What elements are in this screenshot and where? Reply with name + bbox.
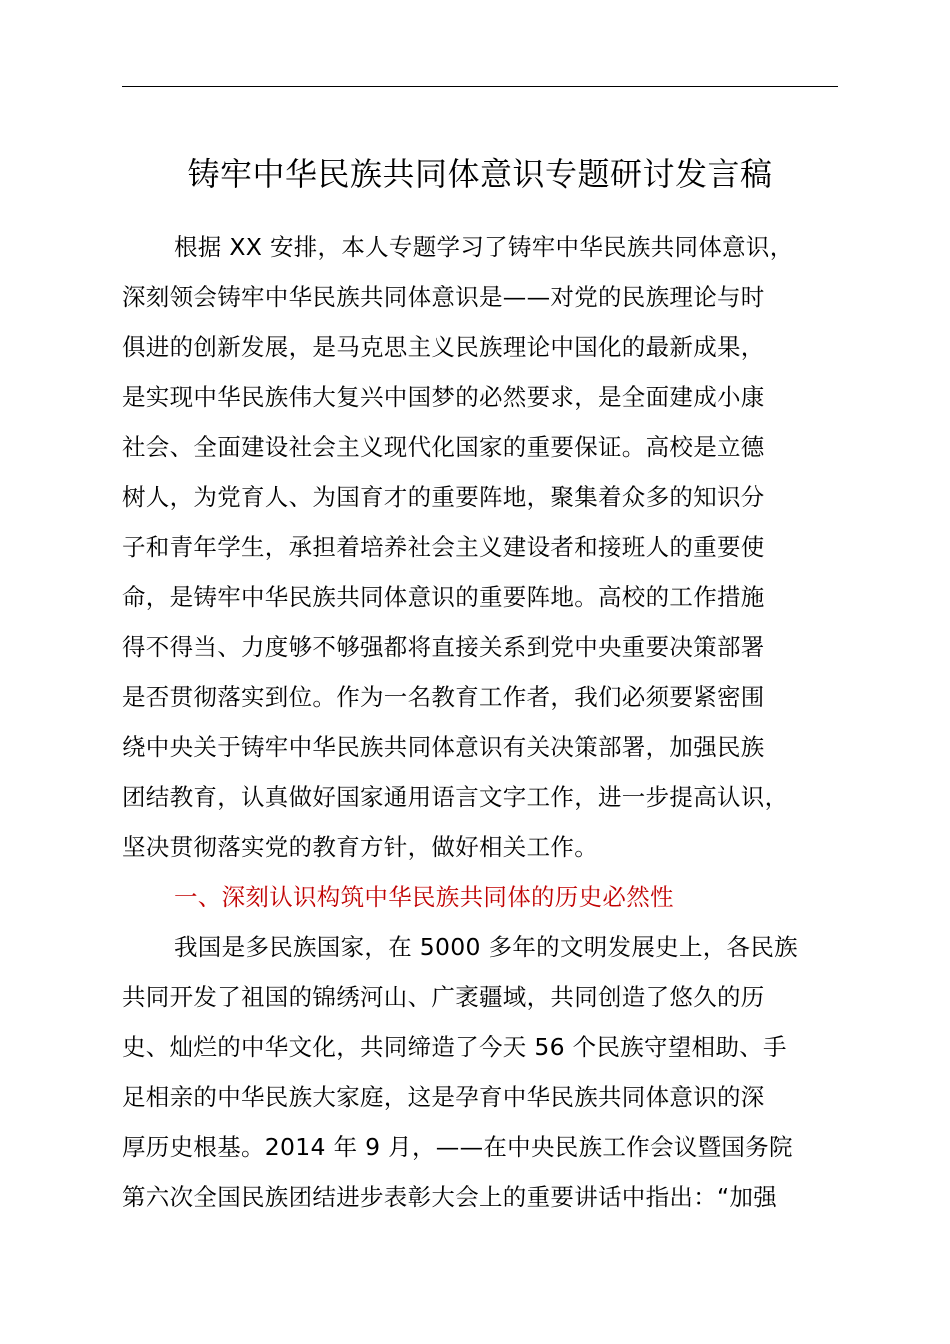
paragraph-line: 厚历史根基。2014 年 9 月，——在中央民族工作会议暨国务院 [122, 1133, 793, 1161]
paragraph-line: 命，是铸牢中华民族共同体意识的重要阵地。高校的工作措施 [122, 583, 765, 611]
paragraph-line: 足相亲的中华民族大家庭，这是孕育中华民族共同体意识的深 [122, 1083, 765, 1111]
paragraph-2 [122, 922, 842, 1222]
paragraph-line: 绕中央关于铸牢中华民族共同体意识有关决策部署，加强民族 [122, 733, 765, 761]
paragraph-line: 第六次全国民族团结进步表彰大会上的重要讲话中指出：“加强 [122, 1183, 778, 1211]
paragraph-line: 团结教育，认真做好国家通用语言文字工作，进一步提高认识， [122, 783, 789, 811]
section-heading: 一、深刻认识构筑中华民族共同体的历史必然性 [174, 883, 674, 911]
paragraph-line: 坚决贯彻落实党的教育方针，做好相关工作。 [122, 833, 598, 861]
paragraph-line: 得不得当、力度够不够强都将直接关系到党中央重要决策部署 [122, 633, 765, 661]
document-body [122, 222, 842, 1222]
paragraph-line: 是实现中华民族伟大复兴中国梦的必然要求，是全面建成小康 [122, 383, 765, 411]
paragraph-line: 俱进的创新发展，是马克思主义民族理论中国化的最新成果， [122, 333, 765, 361]
paragraph-line: 社会、全面建设社会主义现代化国家的重要保证。高校是立德 [122, 433, 765, 461]
paragraph-line: 我国是多民族国家，在 5000 多年的文明发展史上，各民族 [174, 933, 798, 961]
paragraph-line: 根据 XX 安排，本人专题学习了铸牢中华民族共同体意识， [174, 233, 794, 261]
paragraph-line: 子和青年学生，承担着培养社会主义建设者和接班人的重要使 [122, 533, 765, 561]
paragraph-line: 史、灿烂的中华文化，共同缔造了今天 56 个民族守望相助、手 [122, 1033, 787, 1061]
paragraph-line: 是否贯彻落实到位。作为一名教育工作者，我们必须要紧密围 [122, 683, 765, 711]
header-rule [122, 86, 838, 87]
paragraph-line: 共同开发了祖国的锦绣河山、广袤疆域，共同创造了悠久的历 [122, 983, 765, 1011]
paragraph-1 [122, 222, 842, 872]
paragraph-line: 树人，为党育人、为国育才的重要阵地，聚集着众多的知识分 [122, 483, 765, 511]
document-title: 铸牢中华民族共同体意识专题研讨发言稿 [187, 155, 773, 193]
paragraph-line: 深刻领会铸牢中华民族共同体意识是——对党的民族理论与时 [122, 283, 765, 311]
